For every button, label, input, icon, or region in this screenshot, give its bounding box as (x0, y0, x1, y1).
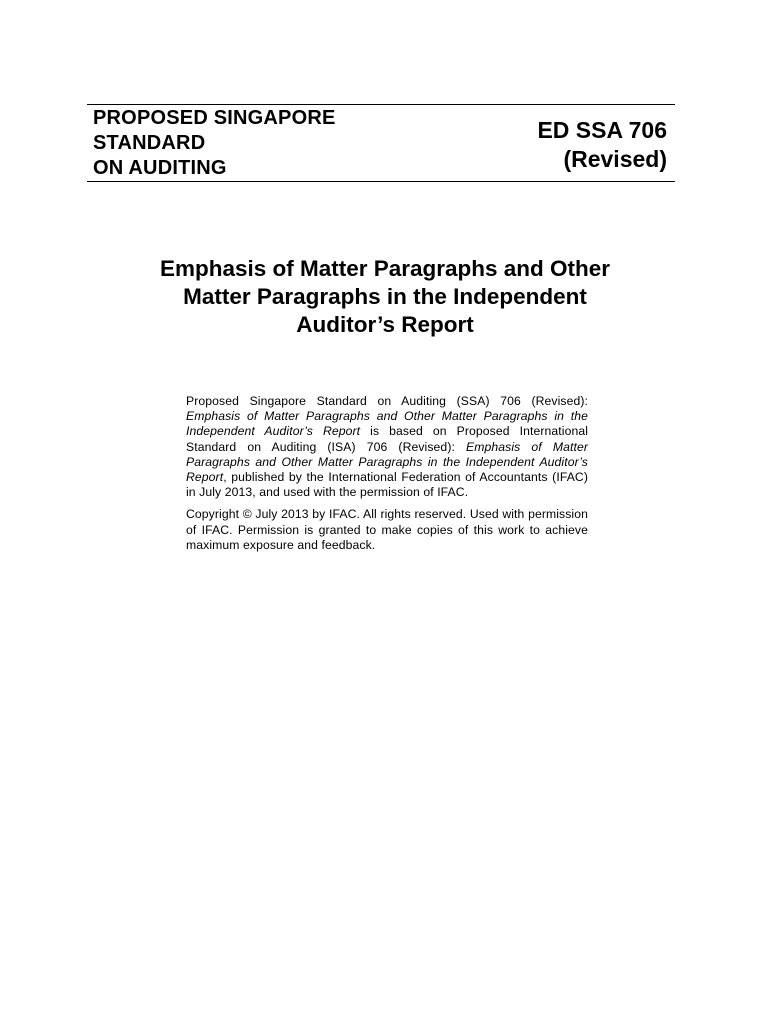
intro-block (186, 394, 588, 560)
title-line-1: Emphasis of Matter Paragraphs and Other (159, 256, 611, 281)
standard-type-heading (93, 106, 393, 181)
standard-type-line-3: ON AUDITING (93, 157, 227, 179)
header-bottom-rule (87, 181, 675, 182)
standard-revision: (Revised) (563, 146, 667, 172)
basis-title-italic-1: Emphasis of Matter Paragraphs and Other Matter Paragraphs in the Independent Auditor’s Report (186, 409, 588, 439)
header-top-rule (87, 104, 675, 105)
standard-type-line-2: STANDARD (93, 132, 206, 154)
standard-number-heading (447, 116, 667, 174)
title-line-3: Auditor’s Report (296, 312, 474, 337)
basis-text-2: is based on Proposed International Standard on Auditing (ISA) 706 (Revised): (186, 424, 589, 454)
copyright-paragraph: Copyright © July 2013 by IFAC. All rights reserved. Used with permission of IFAC. Permission is granted to make copies of this work to achieve maximum exposure and feedback. (186, 507, 588, 552)
basis-title-italic-2: Emphasis of Matter Paragraphs and Other Matter Paragraphs in the Independent Auditor’s Report (186, 439, 588, 485)
standard-type-line-1: PROPOSED SINGAPORE (93, 107, 336, 129)
title-line-2: Matter Paragraphs in the Independent (183, 284, 587, 309)
document-title (100, 255, 670, 339)
basis-text-1: Proposed Singapore Standard on Auditing (SSA) 706 (Revised): (186, 394, 588, 408)
basis-paragraph (186, 394, 588, 500)
standard-number: ED SSA 706 (537, 117, 667, 143)
basis-text-3: , published by the International Federation of Accountants (IFAC) in July 2013, and used with the permission of IFAC. (186, 470, 588, 500)
